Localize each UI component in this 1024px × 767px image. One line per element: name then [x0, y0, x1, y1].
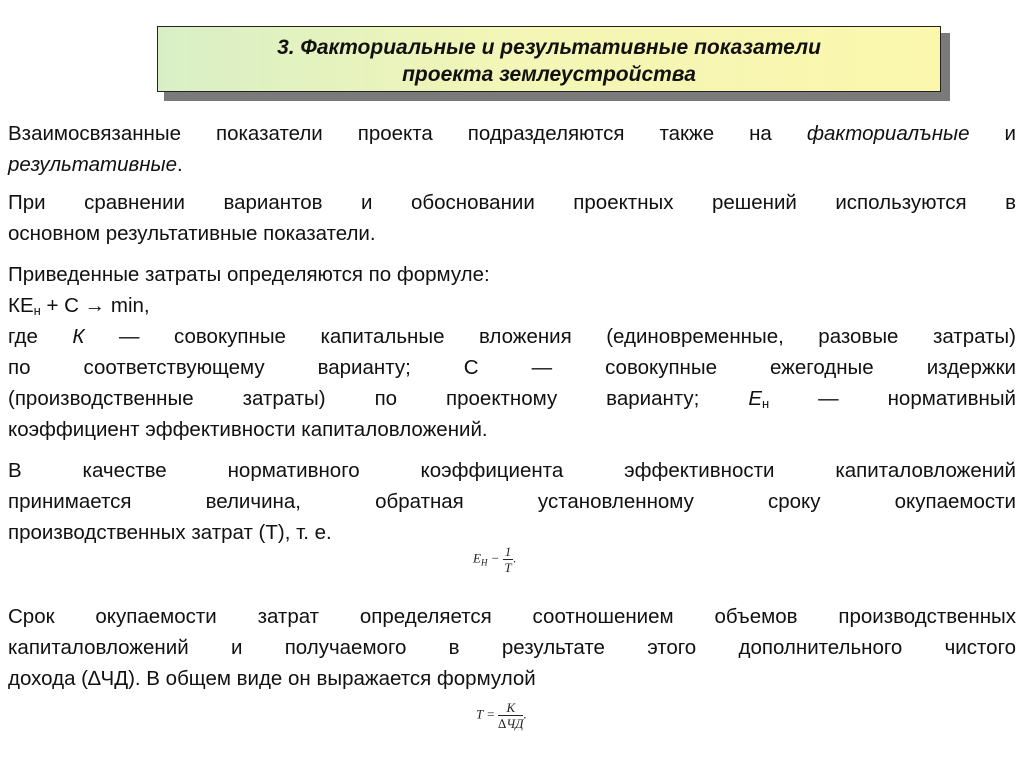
paragraph-1-line-1: [8, 118, 1016, 149]
paragraph-1-line-2: [8, 149, 1016, 180]
formula-efficiency: [473, 544, 516, 575]
text: Взаимосвязанные показатели проекта подразделяются также на: [8, 122, 807, 145]
paragraph-4-line-3: производственных затрат (Т), т. е.: [8, 521, 332, 544]
paragraph-3-line-1: Приведенные затраты определяются по формуле:: [8, 263, 490, 286]
subscript: н: [33, 303, 41, 318]
text: — нормативный: [769, 387, 1017, 410]
formula-lhs: T: [476, 706, 483, 722]
paragraph-3-line-3: [8, 321, 1016, 352]
text: и: [969, 122, 1016, 145]
formula-end: .: [523, 706, 527, 722]
text: где: [8, 325, 73, 348]
title-line-1: 3. Факториальные и результативные показатели: [277, 36, 821, 59]
variable-k: К: [72, 325, 85, 348]
fraction-denominator: ∆ЧД: [498, 716, 524, 731]
formula-cost: [8, 290, 1016, 321]
paragraph-3-line-6: коэффициент эффективности капиталовложений.: [8, 418, 488, 441]
subscript: н: [762, 396, 770, 411]
paragraph-5-line-3: дохода (∆ЧД). В общем виде он выражается формулой: [8, 667, 536, 690]
formula-end: .: [513, 550, 517, 566]
text: (производственные затраты) по проектному варианту;: [8, 387, 749, 410]
fraction: [503, 544, 517, 575]
emphasis-factorial: факториалъные: [806, 122, 970, 145]
paragraph-2-line-2: основном результативные показатели.: [8, 222, 376, 245]
fraction: [498, 700, 523, 731]
paragraph-3-line-4: по соответствующему варианту; С — совокупные ежегодные издержки: [8, 356, 1016, 379]
formula-operator: =: [483, 706, 499, 722]
paragraph-3-line-5: [8, 383, 1016, 414]
formula-subscript: Н: [480, 557, 488, 568]
fraction-denominator: T: [504, 560, 512, 575]
text: + С → min,: [40, 294, 150, 317]
formula-lhs: E: [473, 550, 481, 566]
paragraph-2: [8, 187, 1016, 249]
paragraph-1: [8, 118, 1016, 180]
fraction-numerator: K: [498, 700, 523, 716]
text: .: [176, 153, 183, 176]
text: — совокупные капитальные вложения (единовременные, разовые затраты): [84, 325, 1016, 348]
paragraph-4: [8, 455, 1016, 548]
paragraph-3: [8, 259, 1016, 445]
paragraph-4-line-2: принимается величина, обратная установленному сроку окупаемости: [8, 490, 1016, 513]
formula-payback: [476, 700, 527, 731]
fraction-numerator: 1: [504, 544, 512, 559]
text: КЕ: [8, 294, 34, 317]
paragraph-2-line-1: При сравнении вариантов и обосновании проектных решений используются в: [8, 191, 1016, 214]
variable-e: Е: [748, 387, 763, 410]
paragraph-5: [8, 601, 1016, 694]
emphasis-resultative: результативные: [8, 153, 177, 176]
formula-operator: −: [487, 550, 503, 566]
paragraph-4-line-1: В качестве нормативного коэффициента эффективности капиталовложений: [8, 459, 1016, 482]
paragraph-5-line-2: капиталовложений и получаемого в результате этого дополнительного чистого: [8, 636, 1016, 659]
title-line-2: проекта землеустройства: [402, 63, 696, 86]
paragraph-5-line-1: Срок окупаемости затрат определяется соотношением объемов производственных: [8, 605, 1016, 628]
slide-title: [157, 26, 941, 92]
